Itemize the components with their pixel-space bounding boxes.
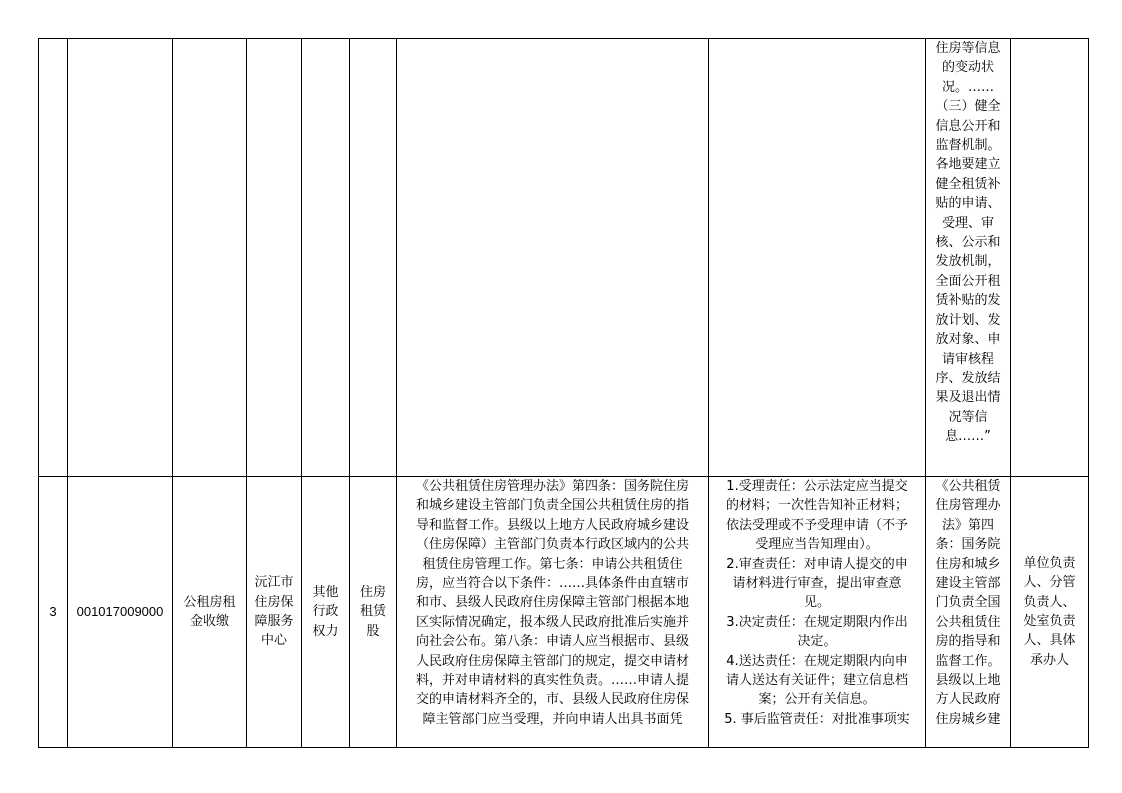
department-name: [247, 573, 301, 651]
text-line: 请材料进行审查，提出审查意: [732, 576, 902, 592]
text-line: 《公共租赁: [935, 479, 1001, 494]
basis-cell: [926, 477, 1011, 748]
text-line: 住房: [359, 584, 386, 600]
text-line: 导和监督工作。县级以上地方人民政府城乡建设: [415, 517, 689, 533]
section-name: [350, 583, 396, 641]
text-line: 区实际情况确定，报本级人民政府批准后实施并: [415, 614, 689, 630]
text-line: 行政: [312, 604, 339, 620]
item-code: 001017009000: [76, 603, 164, 619]
responsible-person-cell: [1011, 39, 1089, 477]
text-line: 的变动状: [941, 60, 994, 76]
text-line: 决定。: [797, 634, 837, 650]
text-line: 县级以上地: [935, 673, 1001, 689]
responsibility-cell: [709, 477, 926, 748]
text-line: 贴的申请、: [935, 196, 1001, 212]
text-line: 2.审查责任：对申请人提交的申: [726, 556, 908, 572]
text-line: 和城乡建设主管部门负责全国公共租赁住房的指: [415, 498, 689, 514]
power-type-cell: [302, 477, 350, 748]
text-line: 5. 事后监管责任：对批准事项实: [724, 711, 910, 727]
text-line: 4.送达责任：在规定期限内向申: [726, 653, 908, 669]
text-line: 住房保: [254, 594, 294, 610]
text-line: 信息公开和: [935, 118, 1001, 134]
text-line: 处室负责: [1023, 614, 1076, 629]
text-line: 权力: [312, 623, 339, 639]
text-line: （住房保障）主管部门负责本行政区域内的公共: [415, 537, 689, 553]
text-line: 建设主管部: [935, 576, 1001, 592]
text-line: 障主管部门应当受理，并向申请人出具书面凭: [422, 711, 683, 727]
text-line: 况。……: [941, 79, 994, 95]
text-line: 法》第四: [941, 517, 994, 533]
text-line: 公租房租: [183, 594, 236, 610]
text-line: 单位负责: [1023, 555, 1076, 571]
item-name: [173, 593, 246, 632]
table-row: [39, 39, 1089, 477]
basis-text: [926, 477, 1010, 747]
text-line: 门负责全国: [935, 595, 1001, 611]
text-line: 3.决定责任：在规定期限内作出: [726, 614, 908, 630]
text-line: 房的指导和: [935, 634, 1001, 650]
text-line: 监督工作。: [935, 653, 1001, 669]
text-line: 受理、审: [941, 215, 994, 231]
text-line: 住房管理办: [935, 498, 1001, 514]
department-cell: [247, 477, 302, 748]
table-row: [39, 477, 1089, 748]
text-line: 其他: [312, 584, 339, 600]
seq-cell: [39, 477, 68, 748]
text-line: 依法受理或不予受理申请（不予: [725, 517, 908, 533]
section-cell: [350, 39, 397, 477]
seq-number: 3: [49, 603, 57, 619]
text-line: 健全租赁补: [935, 176, 1001, 192]
text-line: 条：国务院: [935, 537, 1001, 553]
text-line: 住房等信息: [935, 41, 1001, 56]
text-line: 况等信: [948, 409, 988, 425]
text-line: 料，并对申请材料的真实性负责。……申请人提: [415, 673, 689, 689]
text-line: 息……”: [945, 429, 991, 445]
basis-cell: [926, 39, 1011, 477]
text-line: 租赁住房管理工作。第七条：申请公共租赁住: [422, 556, 683, 572]
item-name-cell: [173, 477, 247, 748]
text-line: 《公共租赁住房管理办法》第四条：国务院住房: [415, 479, 689, 494]
text-line: 股: [366, 623, 380, 639]
responsible-person: [1011, 554, 1088, 670]
legal-basis-cell: [397, 477, 709, 748]
text-line: 序、发放结: [935, 370, 1001, 386]
text-line: 人、分管: [1023, 575, 1076, 591]
responsibility-cell: [709, 39, 926, 477]
text-line: 和市、县级人民政府住房保障主管部门根据本地: [415, 595, 689, 611]
text-line: 受理应当告知理由）。: [755, 537, 879, 553]
text-line: 金收缴: [189, 614, 229, 629]
text-line: 赁补贴的发: [935, 293, 1001, 309]
text-line: 障服务: [254, 614, 294, 629]
text-line: 请审核程: [941, 351, 994, 367]
department-cell: [247, 39, 302, 477]
text-line: 案；公开有关信息。: [758, 692, 876, 708]
text-line: 公共租赁住: [935, 614, 1001, 630]
seq-cell: [39, 39, 68, 477]
text-line: 核、公示和: [935, 235, 1001, 251]
text-line: 见。: [803, 595, 830, 611]
text-line: 全面公开租: [935, 273, 1001, 289]
power-type: [302, 583, 349, 641]
code-cell: [68, 477, 173, 748]
legal-basis-cell: [397, 39, 709, 477]
text-line: 监督机制。: [935, 138, 1001, 154]
power-type-cell: [302, 39, 350, 477]
item-name-cell: [173, 39, 247, 477]
basis-text: [926, 39, 1010, 476]
text-line: 放计划、发: [935, 312, 1001, 328]
legal-basis-text: [397, 477, 708, 747]
text-line: 方人民政府: [935, 692, 1001, 708]
text-line: 承办人: [1029, 652, 1069, 668]
text-line: 请人送达有关证件；建立信息档: [725, 673, 908, 689]
text-line: 交的申请材料齐全的，市、县级人民政府住房保: [415, 692, 689, 708]
text-line: 负责人、: [1023, 594, 1076, 610]
text-line: 1.受理责任：公示法定应当提交: [726, 479, 908, 494]
text-line: 人、具体: [1023, 633, 1076, 649]
text-line: 果及退出情: [935, 390, 1001, 406]
text-line: 的材料；一次性告知补正材料；: [725, 498, 908, 514]
text-line: 中心: [260, 633, 287, 649]
text-line: 各地要建立: [935, 157, 1001, 173]
text-line: 放对象、申: [935, 332, 1001, 348]
responsible-person-cell: [1011, 477, 1089, 748]
code-cell: [68, 39, 173, 477]
text-line: 人民政府住房保障主管部门的规定，提交申请材: [415, 653, 689, 669]
text-line: 沅江市: [254, 575, 294, 591]
text-line: 发放机制，: [935, 254, 1001, 270]
text-line: 住房和城乡: [935, 556, 1001, 572]
text-line: 住房城乡建: [935, 711, 1001, 727]
text-line: 向社会公布。第八条：申请人应当根据市、县级: [415, 634, 689, 650]
responsibility-text: [709, 477, 925, 747]
text-line: 租赁: [359, 604, 386, 620]
power-list-table: [38, 38, 1089, 748]
text-line: （三）健全: [935, 99, 1001, 115]
text-line: 房，应当符合以下条件：……具体条件由直辖市: [415, 576, 689, 592]
section-cell: [350, 477, 397, 748]
